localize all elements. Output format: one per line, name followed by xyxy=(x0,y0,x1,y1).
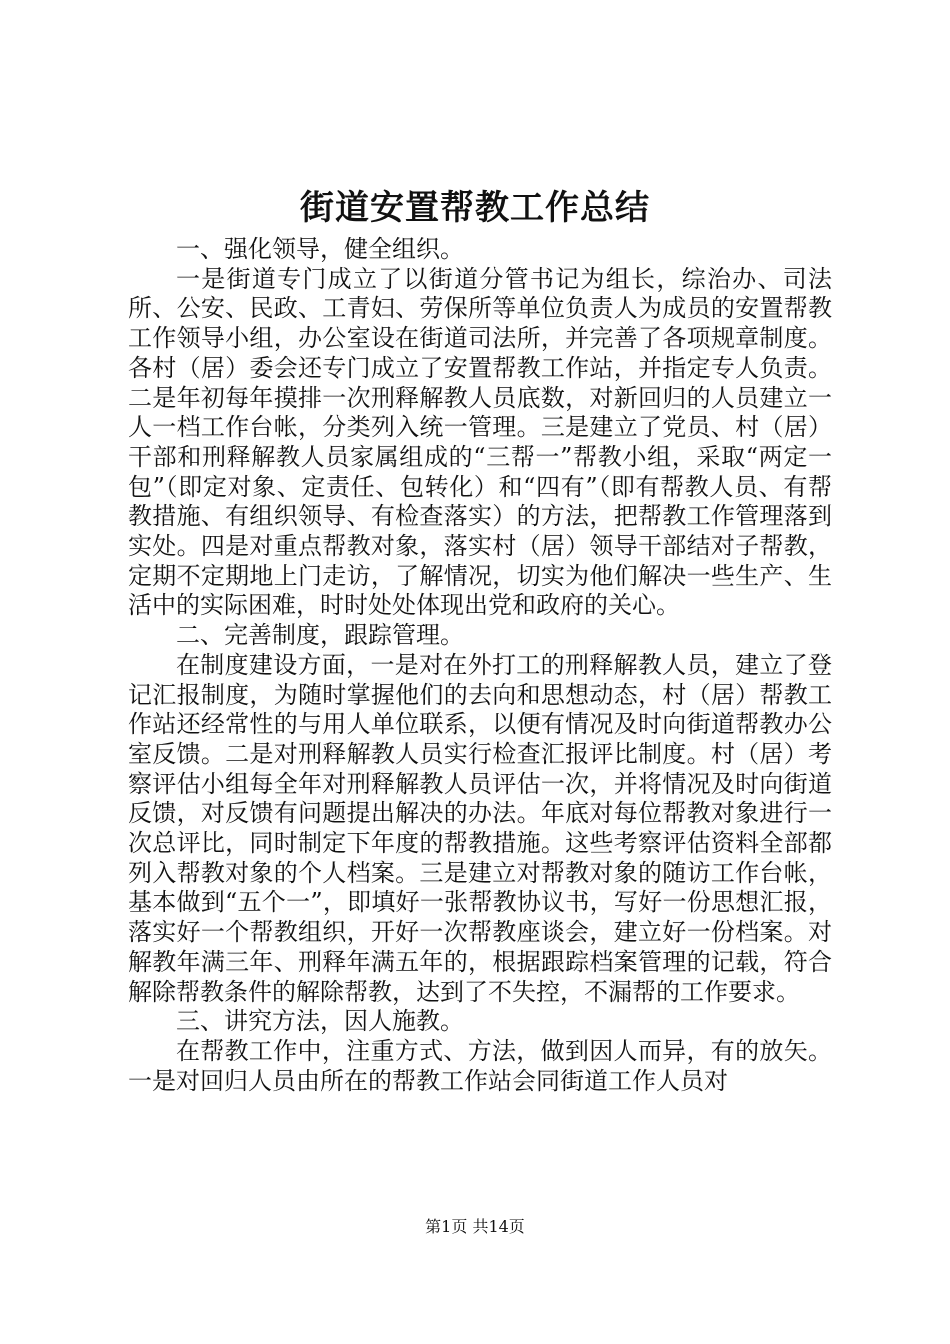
section-paragraph-1: 一是街道专门成立了以街道分管书记为组长，综治办、司法所、公安、民政、工青妇、劳保所等单位负责人为成员的安置帮教工作领导小组，办公室设在街道司法所，并完善了各项规章制度。各村（居）委会还专门成立了安置帮教工作站，并指定专人负责。二是年初每年摸排一次刑释解教人员底数，对新回归的人员建立一人一档工作台帐，分类列入统一管理。三是建立了党员、村（居）干部和刑释解教人员家属组成的“三帮一”帮教小组，采取“两定一包”（即定对象、定责任、包转化）和“四有”（即有帮教人员、有帮教措施、有组织领导、有检查落实）的方法，把帮教工作管理落到实处。四是对重点帮教对象，落实村（居）领导干部结对子帮教，定期不定期地上门走访，了解情况，切实为他们解决一些生产、生活中的实际困难，时时处处体现出党和政府的关心。 xyxy=(128,264,832,620)
section-heading-2: 二、完善制度，跟踪管理。 xyxy=(176,621,464,650)
section-heading-3: 三、讲究方法，因人施教。 xyxy=(176,1007,464,1036)
page-footer: 第1页 共14页 xyxy=(425,1217,525,1236)
section-paragraph-3: 在帮教工作中，注重方式、方法，做到因人而异，有的放矢。一是对回归人员由所在的帮教工作站会同街道工作人员对 xyxy=(128,1036,832,1095)
document-title: 街道安置帮教工作总结 xyxy=(300,188,650,228)
document-body xyxy=(128,235,832,1096)
section-heading-1: 一、强化领导，健全组织。 xyxy=(176,235,464,263)
section-paragraph-2: 在制度建设方面，一是对在外打工的刑释解教人员，建立了登记汇报制度，为随时掌握他们的去向和思想动态，村（居）帮教工作站还经常性的与用人单位联系，以便有情况及时向街道帮教办公室反馈。二是对刑释解教人员实行检查汇报评比制度。村（居）考察评估小组每全年对刑释解教人员评估一次，并将情况及时向街道反馈，对反馈有问题提出解决的办法。年底对每位帮教对象进行一次总评比，同时制定下年度的帮教措施。这些考察评估资料全部都列入帮教对象的个人档案。三是建立对帮教对象的随访工作台帐，基本做到“五个一”，即填好一张帮教协议书，写好一份思想汇报，落实好一个帮教组织，开好一次帮教座谈会，建立好一份档案。对解教年满三年、刑释年满五年的，根据跟踪档案管理的记载，符合解除帮教条件的解除帮教，达到了不失控，不漏帮的工作要求。 xyxy=(128,650,832,1006)
